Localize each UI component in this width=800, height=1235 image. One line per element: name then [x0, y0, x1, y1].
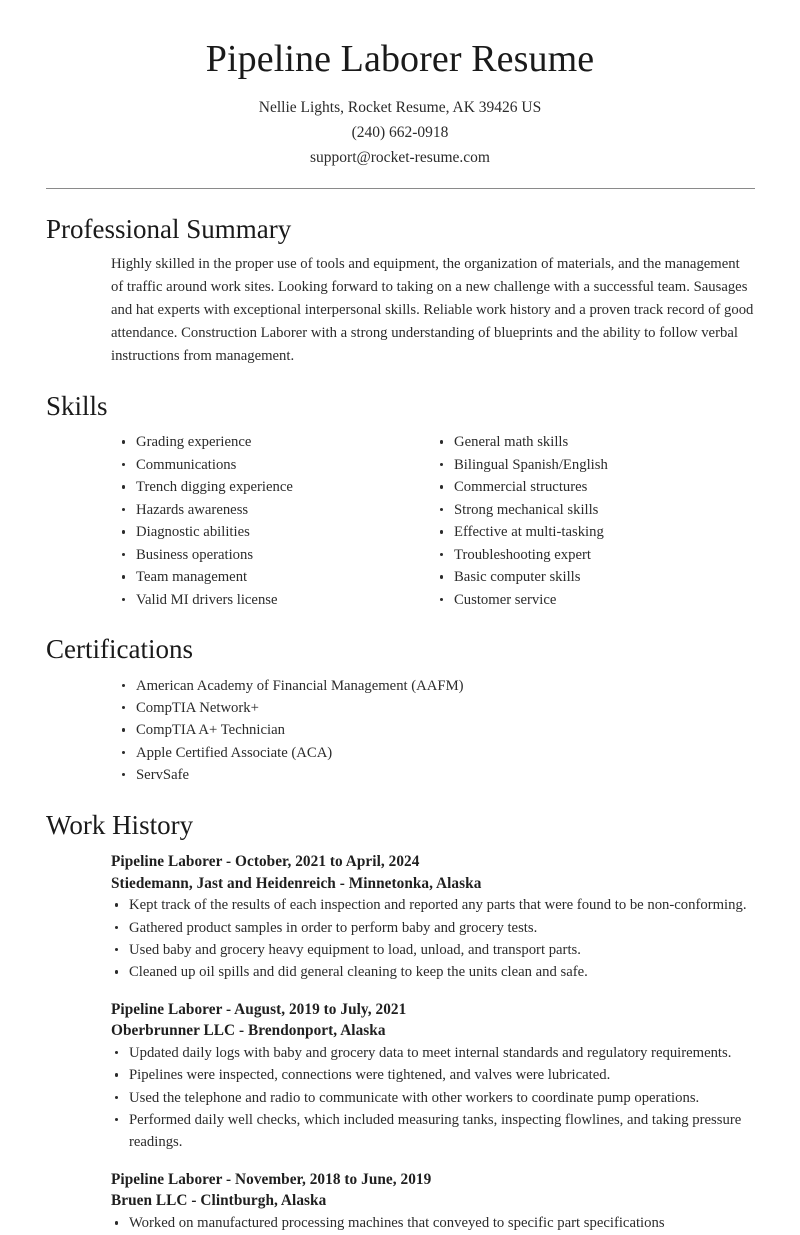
list-item: Cleaned up oil spills and did general cleaning to keep the units clean and safe.	[111, 961, 755, 983]
job-entry	[46, 1169, 755, 1235]
list-item: Hazards awareness	[118, 499, 436, 521]
list-item: Business operations	[118, 544, 436, 566]
list-item: CompTIA A+ Technician	[118, 719, 755, 741]
contact-block	[0, 95, 800, 170]
certifications-list-wrap	[46, 675, 755, 787]
list-item: Bilingual Spanish/English	[436, 454, 754, 476]
list-item: General math skills	[436, 431, 754, 453]
list-item: Trench digging experience	[118, 476, 436, 498]
job-title: Pipeline Laborer - November, 2018 to June, 2019	[111, 1170, 432, 1188]
section-heading-work-history: Work History	[46, 810, 194, 841]
contact-email: support@rocket-resume.com	[310, 148, 490, 166]
job-company: Bruen LLC - Clintburgh, Alaska	[111, 1192, 327, 1210]
job-entry	[46, 999, 755, 1154]
list-item: Grading experience	[118, 431, 436, 453]
skills-column-left	[118, 431, 436, 611]
header-divider	[46, 188, 755, 189]
list-item: Customer service	[436, 589, 754, 611]
section-heading-summary: Professional Summary	[46, 214, 292, 245]
section-certifications	[0, 633, 800, 786]
list-item: Diagnostic abilities	[118, 521, 436, 543]
list-item: Effective at multi-tasking	[436, 521, 754, 543]
section-work-history	[0, 809, 800, 1234]
job-title: Pipeline Laborer - October, 2021 to April, 2024	[111, 852, 420, 870]
list-item: Basic computer skills	[436, 566, 754, 588]
section-heading-certifications: Certifications	[46, 634, 193, 665]
contact-phone: (240) 662-0918	[351, 123, 449, 141]
list-item: Troubleshooting expert	[436, 544, 754, 566]
skills-list-right	[436, 431, 754, 611]
section-heading-skills: Skills	[46, 391, 108, 422]
section-skills	[0, 390, 800, 611]
skills-column-right	[436, 431, 754, 611]
summary-paragraph: Highly skilled in the proper use of tools and equipment, the organization of materials, and the management of traffic around work sites. Looking forward to taking on a new challenge with a successful team. Sausages and hat experts with exceptional interpersonal skills. Reliable work history and a proven track record of good attendance. Construction Laborer with a strong understanding of blueprints and the ability to follow verbal instructions from management.	[111, 256, 754, 365]
job-bullets	[111, 1042, 755, 1154]
work-history-list	[46, 851, 755, 1235]
list-item: Worked on manufactured processing machines that conveyed to specific part specifications	[111, 1212, 755, 1234]
skills-columns	[46, 431, 755, 611]
list-item: CompTIA Network+	[118, 697, 755, 719]
job-company: Oberbrunner LLC - Brendonport, Alaska	[111, 1022, 386, 1040]
list-item: Communications	[118, 454, 436, 476]
contact-address: Nellie Lights, Rocket Resume, AK 39426 US	[258, 98, 542, 116]
list-item: Pipelines were inspected, connections were tightened, and valves were lubricated.	[111, 1064, 755, 1086]
section-professional-summary	[0, 213, 800, 368]
job-bullets	[111, 894, 755, 983]
skills-list-left	[118, 431, 436, 611]
list-item: Gathered product samples in order to perform baby and grocery tests.	[111, 917, 755, 939]
list-item: Updated daily logs with baby and grocery data to meet internal standards and regulatory requirements.	[111, 1042, 755, 1064]
job-title: Pipeline Laborer - August, 2019 to July, 2021	[111, 1000, 407, 1018]
list-item: Valid MI drivers license	[118, 589, 436, 611]
list-item: American Academy of Financial Management (AAFM)	[118, 675, 755, 697]
certifications-list	[118, 675, 755, 787]
list-item: Performed daily well checks, which included measuring tanks, inspecting flowlines, and taking pressure readings.	[111, 1109, 755, 1154]
list-item: Kept track of the results of each inspection and reported any parts that were found to be non-conforming.	[111, 894, 755, 916]
list-item: Commercial structures	[436, 476, 754, 498]
job-entry	[46, 851, 755, 984]
list-item: ServSafe	[118, 764, 755, 786]
list-item: Strong mechanical skills	[436, 499, 754, 521]
list-item: Used the telephone and radio to communicate with other workers to coordinate pump operations.	[111, 1087, 755, 1109]
list-item: Team management	[118, 566, 436, 588]
list-item: Used baby and grocery heavy equipment to load, unload, and transport parts.	[111, 939, 755, 961]
page-title: Pipeline Laborer Resume	[205, 38, 595, 80]
job-company: Stiedemann, Jast and Heidenreich - Minnetonka, Alaska	[111, 874, 482, 892]
job-bullets	[111, 1212, 755, 1234]
list-item: Apple Certified Associate (ACA)	[118, 742, 755, 764]
